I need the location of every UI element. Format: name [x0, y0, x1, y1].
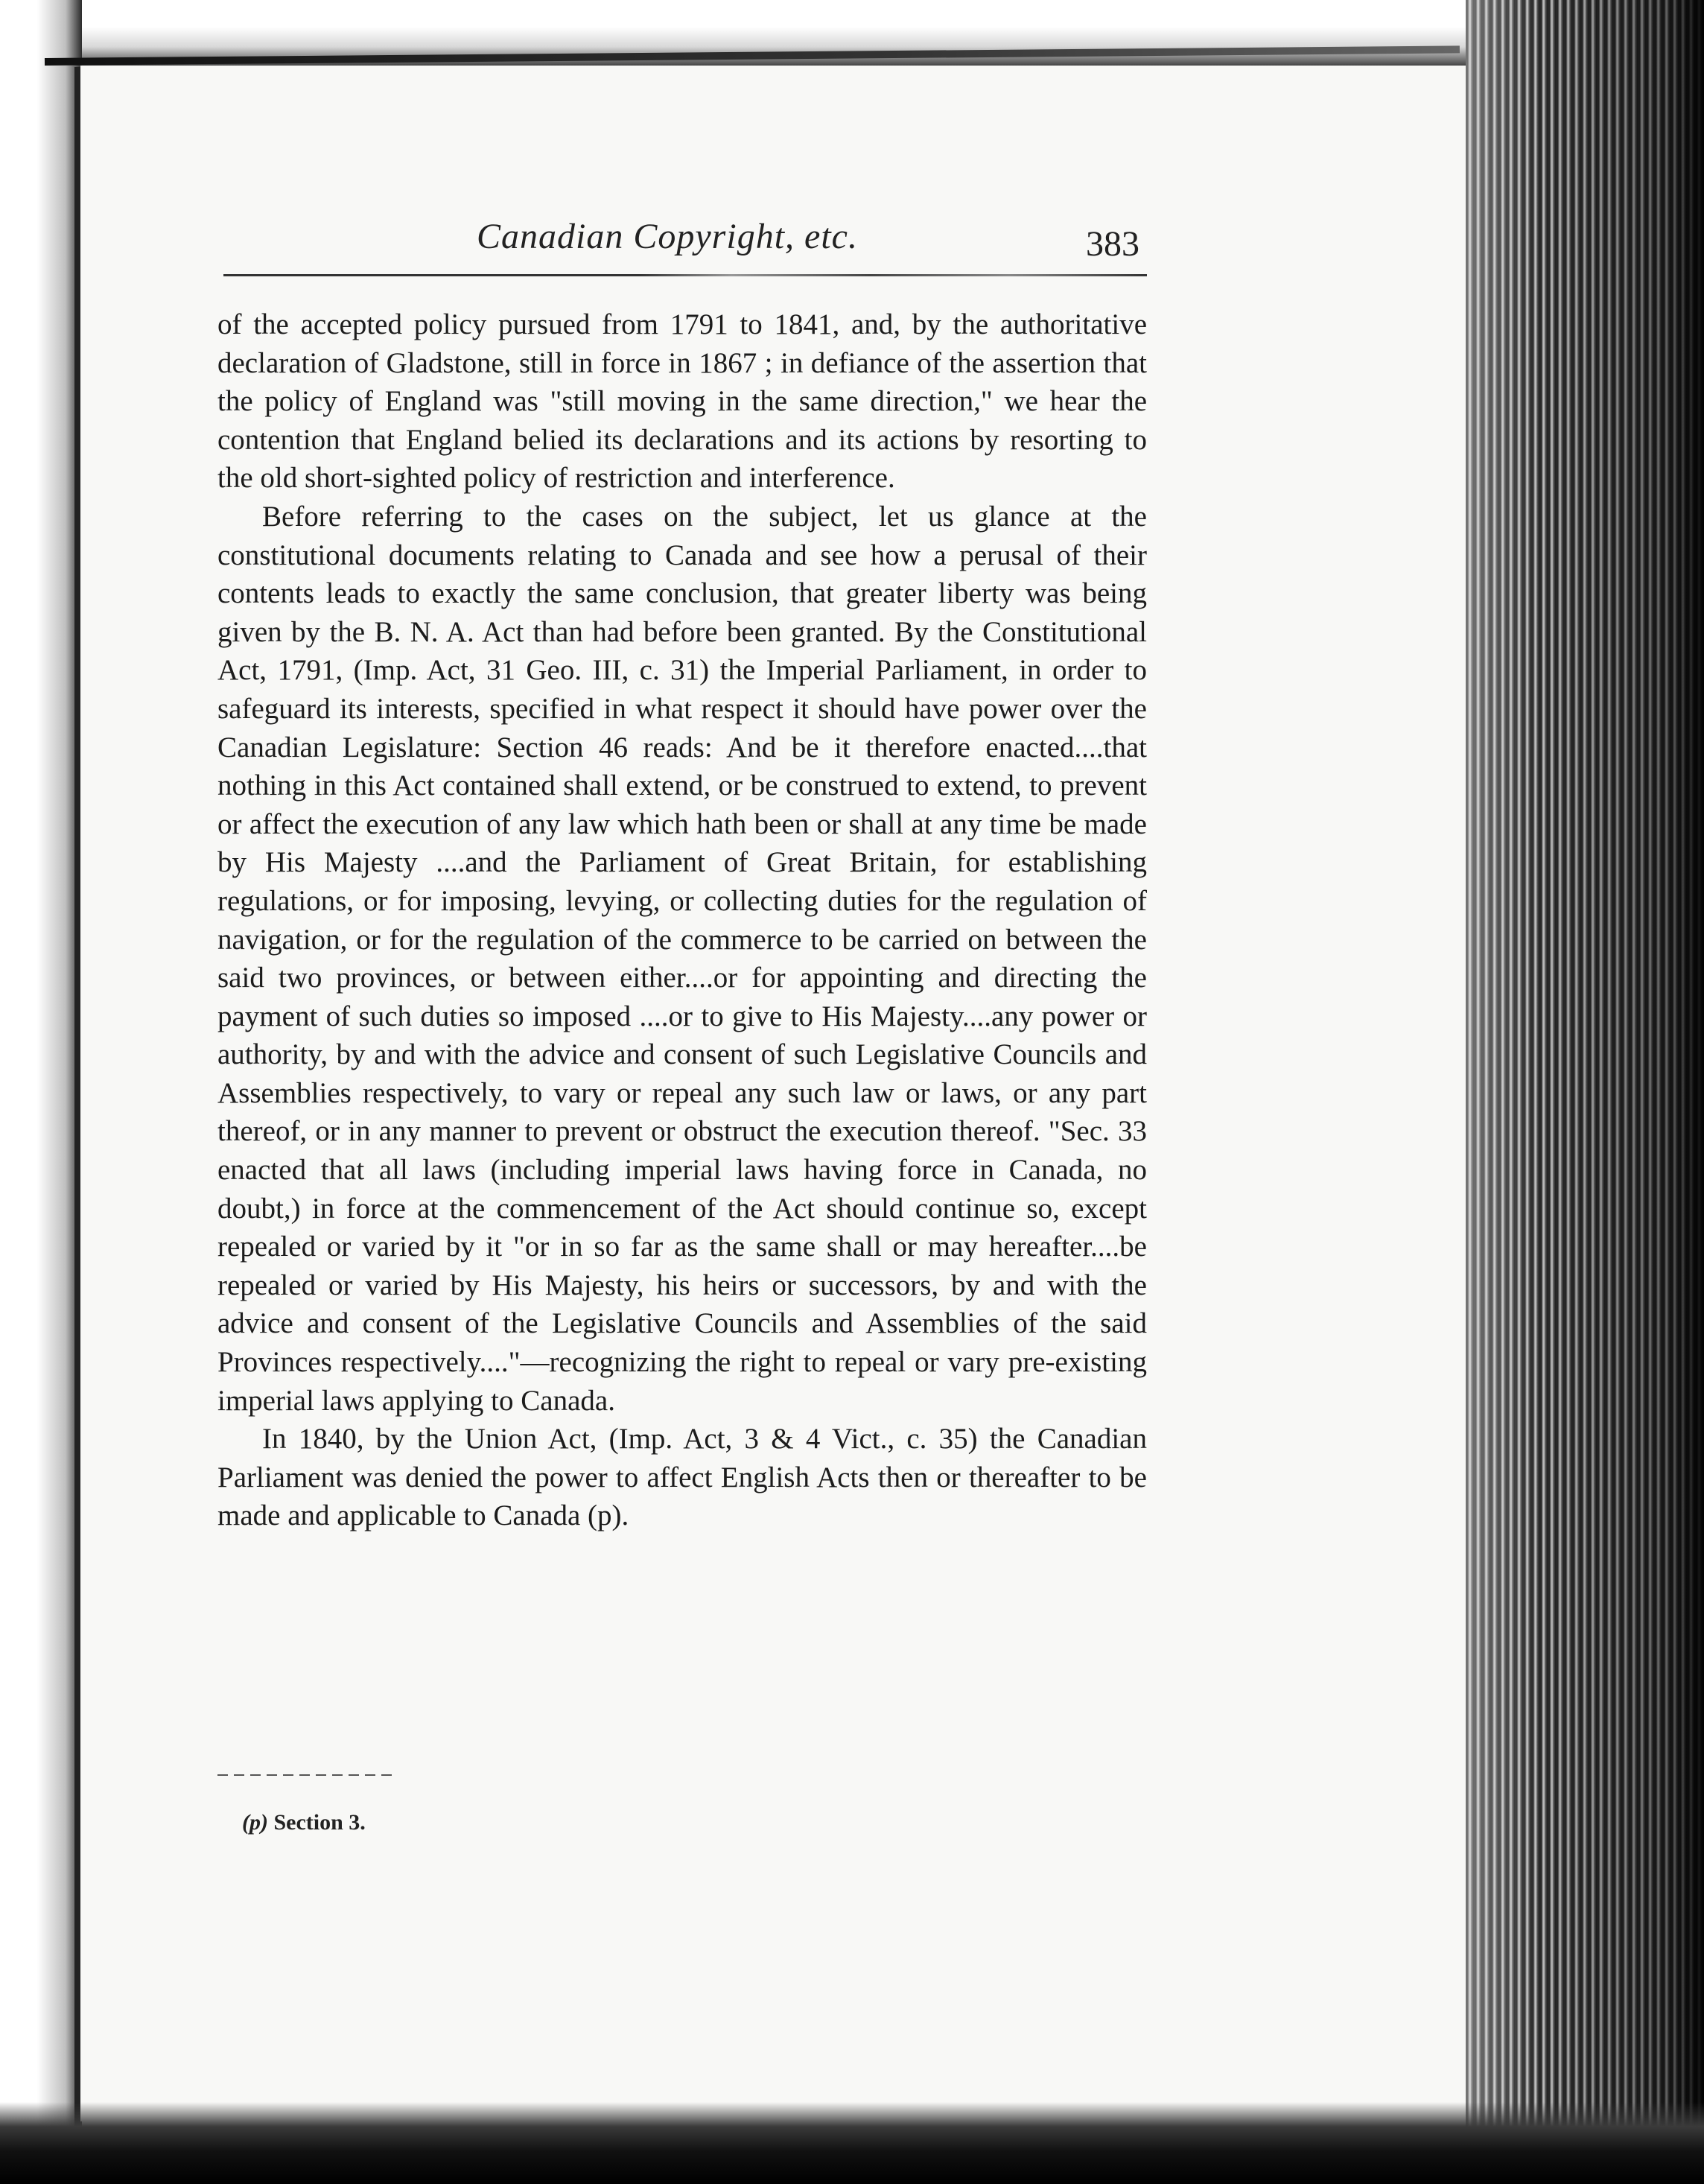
running-title: Canadian Copyright, etc.	[477, 217, 858, 256]
paragraph-1: of the accepted policy pursued from 1791 to 1841, and, by the authoritative declaration of Gladstone, still in force in 1867 ; in defiance of the assertion that the policy of England was "still moving in the same direction," we hear the contention that England belied its declarations and its actions by resorting to the old short-sighted policy of restriction and interference.	[217, 308, 1147, 495]
scan-left-edge	[0, 0, 82, 2184]
paragraph-2: Before referring to the cases on the subject, let us glance at the constitutional documents relating to Canada and see how a perusal of their contents leads to exactly the same conclusion, that greater liberty was being given by the B. N. A. Act than had before been granted. By the Constitutional Act, 1791, (Imp. Act, 31 Geo. III, c. 31) the Imperial Parliament, in order to safeguard its interests, specified in what respect it should have power over the Canadian Legislature: Section 46 reads: And be it therefore enacted....that nothing in this Act contained shall extend, or be construed to extend, to prevent or affect the execution of any law which hath been or shall at any time be made by His Majesty ....and the Parliament of Great Britain, for establishing regulations, or for imposing, levying, or collecting duties for the regulation of navigation, or for the regulation of the commerce to be carried on between the said two provinces, or between either....or for appointing and directing the payment of such duties so imposed ....or to give to His Majesty....any power or authority, by and with the advice and consent of such Legislative Councils and Assemblies respectively, to vary or repeal any such law or laws, or any part thereof, or in any manner to prevent or obstruct the execution thereof. "Sec. 33 enacted that all laws (including imperial laws having force in Canada, no doubt,) in force at the commencement of the Act should continue so, except repealed or varied by it "or in so far as the same shall or may hereafter....be repealed or varied by His Majesty, his heirs or successors, by and with the advice and consent of the Legislative Councils and Assemblies of the said Provinces respectively...."—recognizing the right to repeal or vary pre-existing imperial laws applying to Canada.	[217, 500, 1147, 1417]
footnote-rule	[217, 1774, 396, 1776]
header-rule	[223, 274, 1147, 276]
footnote	[242, 1810, 366, 1835]
scan-left-border	[74, 67, 80, 2153]
paragraph-3: In 1840, by the Union Act, (Imp. Act, 3 & 4 Vict., c. 35) the Canadian Parliament was denied the power to affect English Acts then or thereafter to be made and applicable to Canada (p).	[217, 1423, 1147, 1532]
footnote-mark: (p)	[242, 1810, 268, 1835]
footnote-text: Section 3.	[273, 1810, 366, 1835]
body-text	[217, 305, 1147, 1535]
scan-bottom-edge	[0, 2102, 1704, 2184]
page-number: 383	[1086, 224, 1139, 264]
book-edge-shadow	[1466, 0, 1704, 2184]
